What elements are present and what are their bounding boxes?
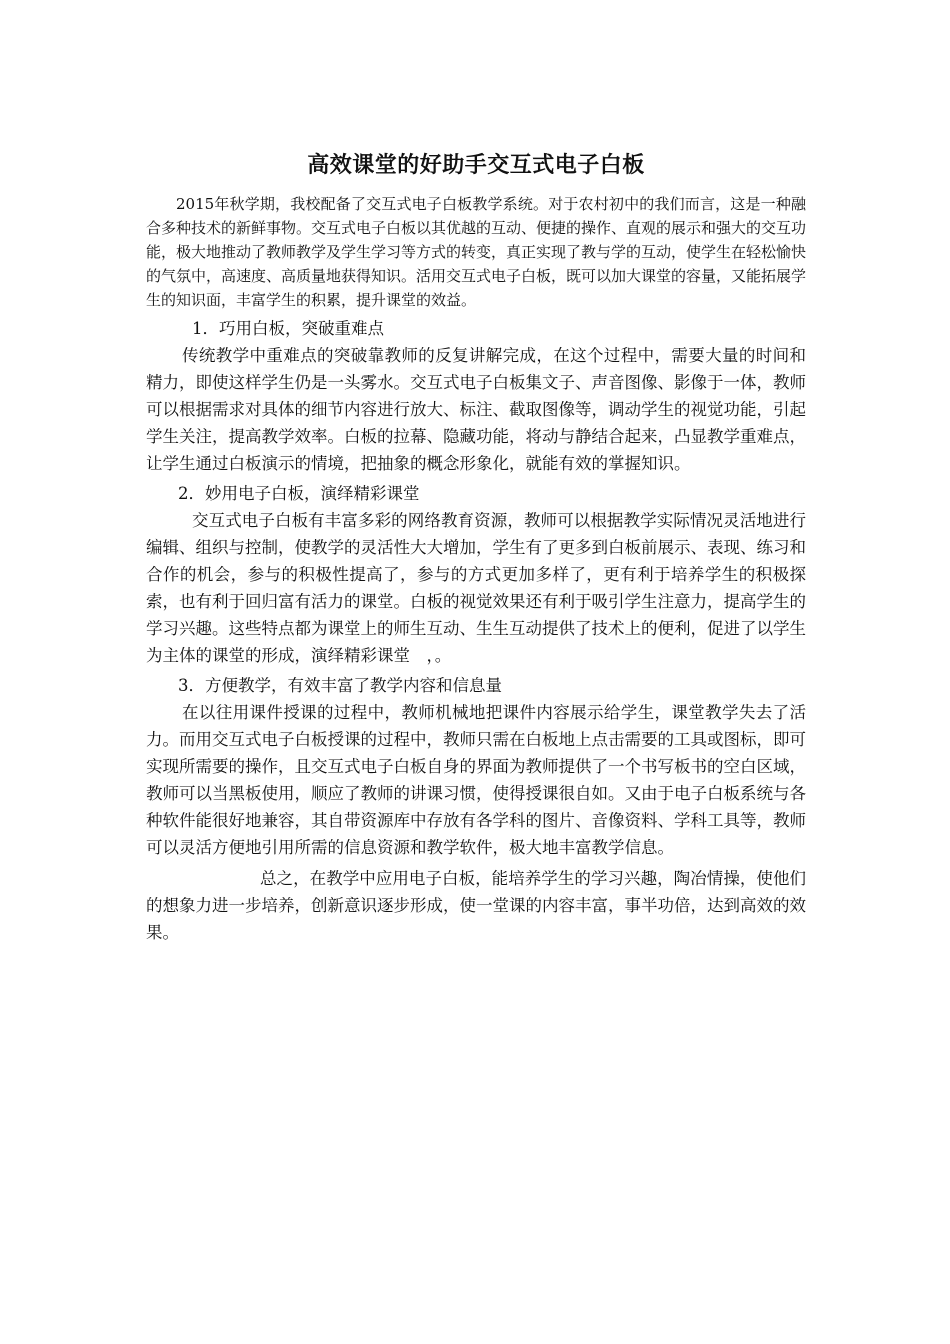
section-2-heading: 2．妙用电子白板，演绎精彩课堂: [178, 484, 420, 503]
section-3-heading: 3．方便教学，有效丰富了教学内容和信息量: [178, 676, 502, 695]
section-1-body: 传统教学中重难点的突破靠教师的反复讲解完成，在这个过程中，需要大量的时间和精力，即使这样学生仍是一头雾水。交互式电子白板集文子、声音图像、影像于一体，教师可以根据需求对具体的细节内容进行放大、标注、截取图像等，调动学生的视觉功能，引起学生关注，提高教学效率。白板的拉幕、隐藏功能，将动与静结合起来，凸显教学重难点，让学生通过白板演示的情境，把抽象的概念形象化，就能有效的掌握知识。: [146, 346, 806, 473]
document-page: [146, 150, 806, 946]
intro-paragraph: 2015年秋学期，我校配备了交互式电子白板教学系统。对于农村初中的我们而言，这是一种融合多种技术的新鲜事物。交互式电子白板以其优越的互动、便捷的操作、直观的展示和强大的交互功能，极大地推动了教师教学及学生学习等方式的转变，真正实现了教与学的互动，使学生在轻松愉快的气氛中，高速度、高质量地获得知识。活用交互式电子白板，既可以加大课堂的容量，又能拓展学生的知识面，丰富学生的积累，提升课堂的效益。: [146, 195, 807, 309]
section-3-body: 在以往用课件授课的过程中，教师机械地把课件内容展示给学生，课堂教学失去了活力。而用交互式电子白板授课的过程中，教师只需在白板地上点击需要的工具或图标，即可实现所需要的操作，且交互式电子白板自身的界面为教师提供了一个书写板书的空白区域，教师可以当黑板使用，顺应了教师的讲课习惯，使得授课很自如。又由于电子白板系统与各种软件能很好地兼容，其自带资源库中存放有各学科的图片、音像资料、学科工具等，教师可以灵活方便地引用所需的信息资源和教学软件，极大地丰富教学信息。: [146, 703, 806, 857]
section-1-heading: 1．巧用白板，突破重难点: [192, 319, 384, 338]
section-2-body: 交互式电子白板有丰富多彩的网络教育资源，教师可以根据教学实际情况灵活地进行编辑、组织与控制，使教学的灵活性大大增加，学生有了更多到白板前展示、表现、练习和合作的机会，参与的积极性提高了，参与的方式更加多样了，更有利于培养学生的积极探索，也有利于回归富有活力的课堂。白板的视觉效果还有利于吸引学生注意力，提高学生的学习兴趣。这些特点都为课堂上的师生互动、生生互动提供了技术上的便利，促进了以学生为主体的课堂的形成，演绎精彩课堂 ，。: [146, 511, 806, 665]
document-title: 高效课堂的好助手交互式电子白板: [307, 153, 645, 178]
conclusion-paragraph: 总之，在教学中应用电子白板，能培养学生的学习兴趣，陶冶情操，使他们的想象力进一步培养，创新意识逐步形成，使一堂课的内容丰富，事半功倍，达到高效的效果。: [146, 869, 806, 942]
